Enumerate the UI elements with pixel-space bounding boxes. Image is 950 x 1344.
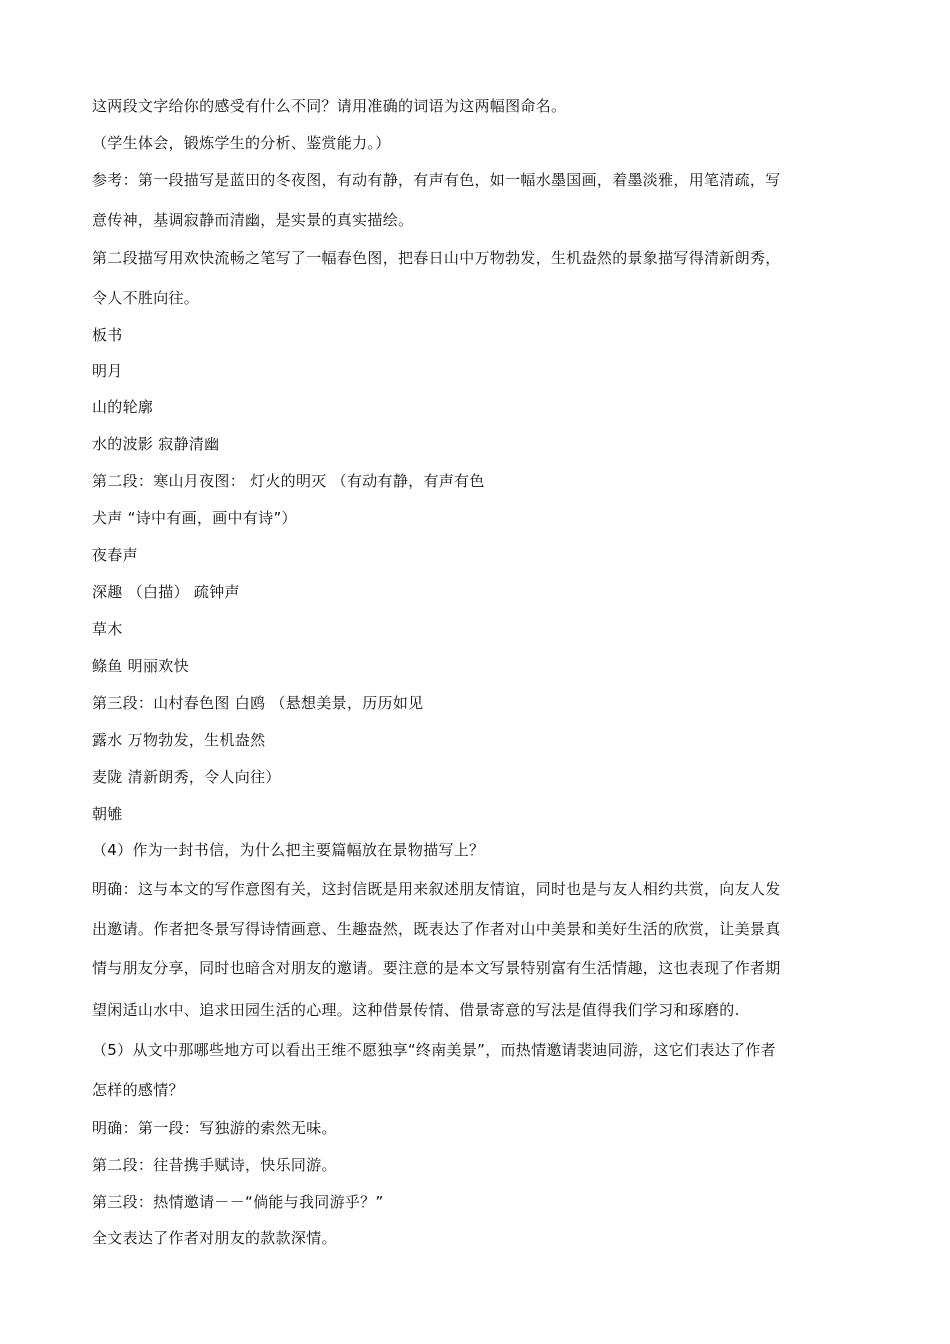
text-line: 犬声 “诗中有画，画中有诗”） <box>92 509 297 527</box>
text-line: 明确：这与本文的写作意图有关，这封信既是用来叙述朋友情谊，同时也是与友人相约共赏，向友人发 <box>92 880 781 898</box>
text-line: 这两段文字给你的感受有什么不同？请用准确的词语为这两幅图命名。 <box>92 97 567 115</box>
text-line: 第三段：热情邀请－－“倘能与我同游乎？” <box>92 1193 384 1211</box>
text-line: （5）从文中那哪些地方可以看出王维不愿独享“终南美景”，而热情邀请裴迪同游，这它们表达了作者 <box>92 1041 776 1059</box>
text-line: 山的轮廓 <box>92 398 154 416</box>
text-line: 第二段描写用欢快流畅之笔写了一幅春色图，把春日山中万物勃发，生机盎然的景象描写得清新朗秀， <box>92 249 781 267</box>
text-line: 麦陇 清新朗秀，令人向往） <box>92 768 281 786</box>
text-line: 夜春声 <box>92 546 138 564</box>
text-line: 情与朋友分享，同时也暗含对朋友的邀请。要注意的是本文写景特别富有生活情趣，这也表现了作者期 <box>92 959 781 977</box>
text-line: 出邀请。作者把冬景写得诗情画意、生趣盎然，既表达了作者对山中美景和美好生活的欣赏，让美景真 <box>92 920 781 938</box>
text-line: （4）作为一封书信，为什么把主要篇幅放在景物描写上？ <box>92 841 485 859</box>
text-line: 第二段：寒山月夜图： 灯火的明灭 （有动有静，有声有色 <box>92 472 485 490</box>
text-line: 令人不胜向往。 <box>92 289 200 307</box>
text-line: 第三段：山村春色图 白鸥 （悬想美景，历历如见 <box>92 694 424 712</box>
text-line: 板书 <box>92 326 123 344</box>
text-line: 全文表达了作者对朋友的款款深情。 <box>92 1229 337 1247</box>
text-line: 深趣 （白描） 疏钟声 <box>92 583 240 601</box>
text-line: 草木 <box>92 620 123 638</box>
text-line: 水的波影 寂静清幽 <box>92 435 220 453</box>
text-line: 明确：第一段：写独游的索然无味。 <box>92 1119 337 1137</box>
text-line: 望闲适山水中、追求田园生活的心理。这种借景传情、借景寄意的写法是值得我们学习和琢磨的. <box>92 1001 740 1019</box>
text-line: 鲦鱼 明丽欢快 <box>92 657 189 675</box>
text-line: 露水 万物勃发，生机盎然 <box>92 731 266 749</box>
text-line: （学生体会，锻炼学生的分析、鉴赏能力。） <box>92 134 391 152</box>
text-line: 参考：第一段描写是蓝田的冬夜图，有动有静，有声有色，如一幅水墨国画，着墨淡雅，用笔清疏，写 <box>92 171 781 189</box>
text-line: 怎样的感情？ <box>92 1081 184 1099</box>
text-line: 第二段：往昔携手赋诗，快乐同游。 <box>92 1156 337 1174</box>
text-line: 意传神，基调寂静而清幽，是实景的真实描绘。 <box>92 211 414 229</box>
text-line: 朝雊 <box>92 805 123 823</box>
text-line: 明月 <box>92 362 123 380</box>
